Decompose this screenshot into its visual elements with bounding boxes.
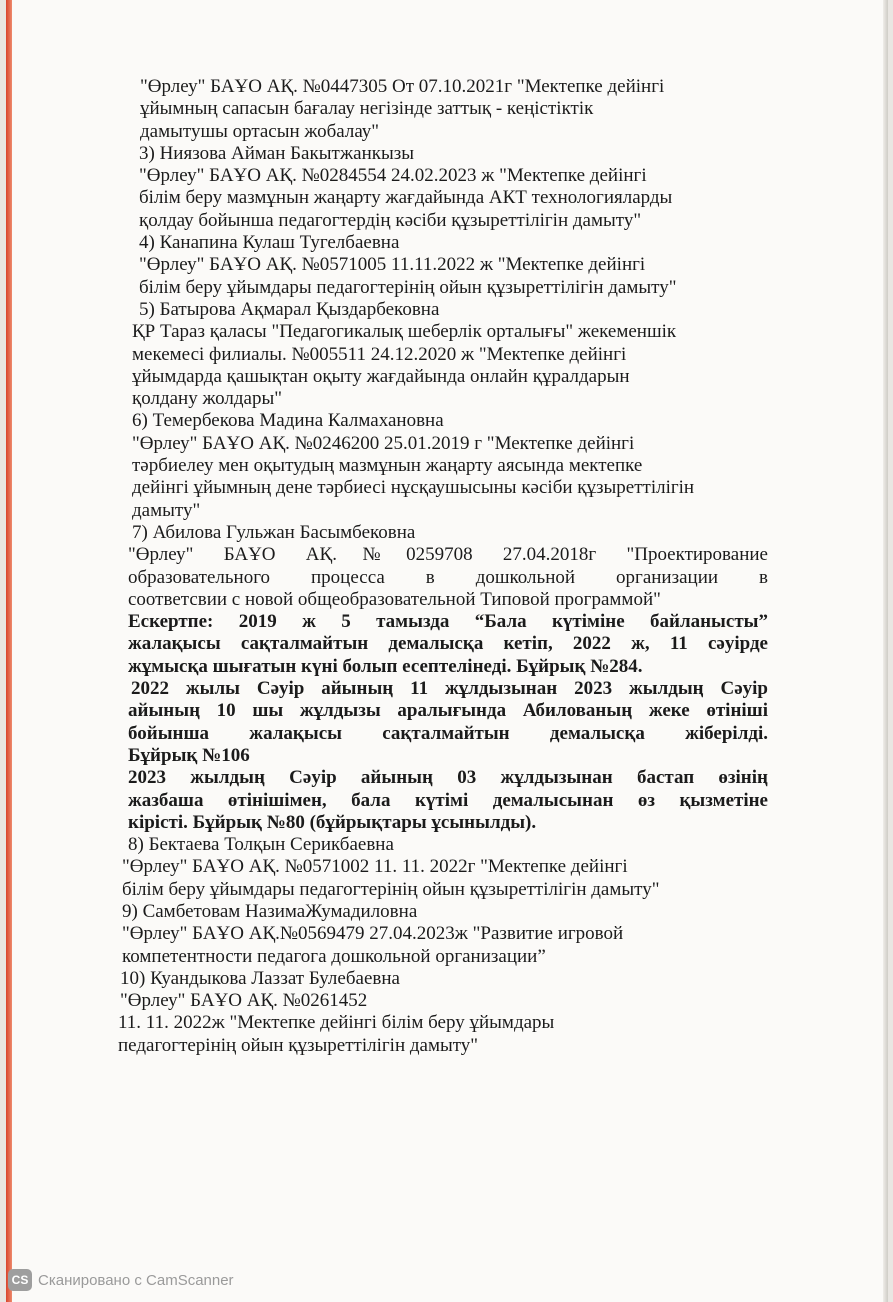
text-line: 2023 жылдың Сәуір айының 03 жұлдызынан бастап өзінің bbox=[128, 767, 768, 789]
text-line: образовательного процесса в дошкольной организации в bbox=[128, 566, 768, 588]
text-line: жұмысқа шығатын күні болып есептелінеді. Бұйрық №284. bbox=[128, 655, 643, 677]
text-line: мекемесі филиалы. №005511 24.12.2020 ж "Мектепке дейінгі bbox=[132, 343, 627, 365]
text-line: "Өрлеу" БАҰО АҚ. №0261452 bbox=[120, 990, 368, 1012]
text-line: 2022 жылы Сәуір айының 11 жұлдызынан 2023 жылдың Сәуір bbox=[131, 678, 768, 700]
text-line: Бұйрық №106 bbox=[128, 744, 250, 766]
text-line: дамытушы ортасын жобалау" bbox=[140, 120, 380, 142]
text-line: бойынша жалақысы сақталмайтын демалысқа жіберілді. bbox=[128, 722, 768, 744]
text-line: тәрбиелеу мен оқытудың мазмұнын жаңарту аясында мектепке bbox=[132, 455, 643, 477]
document-page bbox=[6, 0, 888, 1302]
text-line: 10) Куандыкова Лаззат Булебаевна bbox=[120, 967, 400, 989]
text-line: кірісті. Бұйрық №80 (бұйрықтары ұсынылды). bbox=[128, 811, 537, 833]
watermark-text: Сканировано с CamScanner bbox=[38, 1271, 234, 1289]
text-line: 7) Абилова Гульжан Басымбековна bbox=[132, 521, 416, 543]
text-line: ҚР Тараз қаласы "Педагогикалық шеберлік орталығы" жекеменшік bbox=[132, 321, 677, 343]
text-line: 3) Ниязова Айман Бакытжанкызы bbox=[139, 142, 415, 164]
text-line: 4) Канапина Кулаш Тугелбаевна bbox=[139, 232, 400, 254]
page-edge-left bbox=[6, 0, 12, 1302]
text-line: "Өрлеу" БАҰО АҚ.№0259708 27.04.2018г "Проектирование bbox=[128, 544, 768, 566]
page-edge-right bbox=[883, 0, 888, 1302]
text-line: 8) Бектаева Толқын Серикбаевна bbox=[128, 834, 394, 856]
text-line: жазбаша өтінішімен, бала күтімі демалысынан өз қызметіне bbox=[128, 789, 768, 811]
text-line: "Өрлеу" БАҰО АҚ. №0447305 От 07.10.2021г "Мектепке дейінгі bbox=[140, 76, 665, 97]
text-line: компетентности педагога дошкольной организации” bbox=[122, 945, 546, 967]
text-line: педагогтерінің ойын құзыреттілігін дамыту" bbox=[118, 1034, 479, 1056]
text-line: дамыту" bbox=[132, 499, 201, 521]
text-line: білім беру ұйымдары педагогтерінің ойын құзыреттілігін дамыту" bbox=[139, 276, 677, 298]
text-line: айының 10 шы жұлдызы аралығында Абилованың жеке өтініші bbox=[128, 700, 768, 722]
text-line: "Өрлеу" БАҰО АҚ. №0571005 11.11.2022 ж "Мектепке дейінгі bbox=[139, 254, 646, 276]
text-line: Ескертпе: 2019 ж 5 тамызда “Бала күтіміне байланысты” bbox=[128, 611, 768, 633]
text-line: "Өрлеу" БАҰО АҚ.№0569479 27.04.2023ж "Развитие игровой bbox=[122, 923, 624, 945]
text-line: білім беру ұйымдары педагогтерінің ойын құзыреттілігін дамыту" bbox=[122, 878, 660, 900]
text-line: 9) Самбетовам НазимаЖумадиловна bbox=[122, 900, 418, 922]
camscanner-logo-icon: CS bbox=[8, 1269, 32, 1291]
text-line: "Өрлеу" БАҰО АҚ. №0246200 25.01.2019 г "Мектепке дейінгі bbox=[132, 432, 635, 454]
text-line: ұйымдарда қашықтан оқыту жағдайында онлайн құралдарын bbox=[132, 365, 630, 387]
text-line: қолдану жолдары" bbox=[132, 388, 282, 410]
text-line: білім беру мазмұнын жаңарту жағдайында АКТ технологияларды bbox=[139, 187, 673, 209]
text-line: соответсвии с новой общеобразовательной Типовой программой" bbox=[128, 588, 661, 610]
text-line: 11. 11. 2022ж "Мектепке дейінгі білім беру ұйымдары bbox=[118, 1012, 555, 1034]
text-line: 6) Темербекова Мадина Калмахановна bbox=[132, 410, 444, 432]
text-line: "Өрлеу" БАҰО АҚ. №0571002 11. 11. 2022г "Мектепке дейінгі bbox=[122, 856, 628, 878]
text-line: "Өрлеу" БАҰО АҚ. №0284554 24.02.2023 ж "Мектепке дейінгі bbox=[139, 165, 647, 187]
document-text bbox=[118, 76, 768, 1057]
text-line: 5) Батырова Ақмарал Қыздарбековна bbox=[139, 298, 440, 320]
scanner-watermark bbox=[8, 1268, 234, 1292]
text-line: жалақысы сақталмайтын демалысқа кетіп, 2022 ж, 11 сәуірде bbox=[128, 633, 768, 655]
text-line: ұйымның сапасын бағалау негізінде заттық - кеңістіктік bbox=[140, 98, 594, 120]
text-line: қолдау бойынша педагогтердің кәсіби құзыреттілігін дамыту" bbox=[139, 209, 642, 231]
text-line: дейінгі ұйымның дене тәрбиесі нұсқаушысыны кәсіби құзыреттілігін bbox=[132, 477, 695, 499]
